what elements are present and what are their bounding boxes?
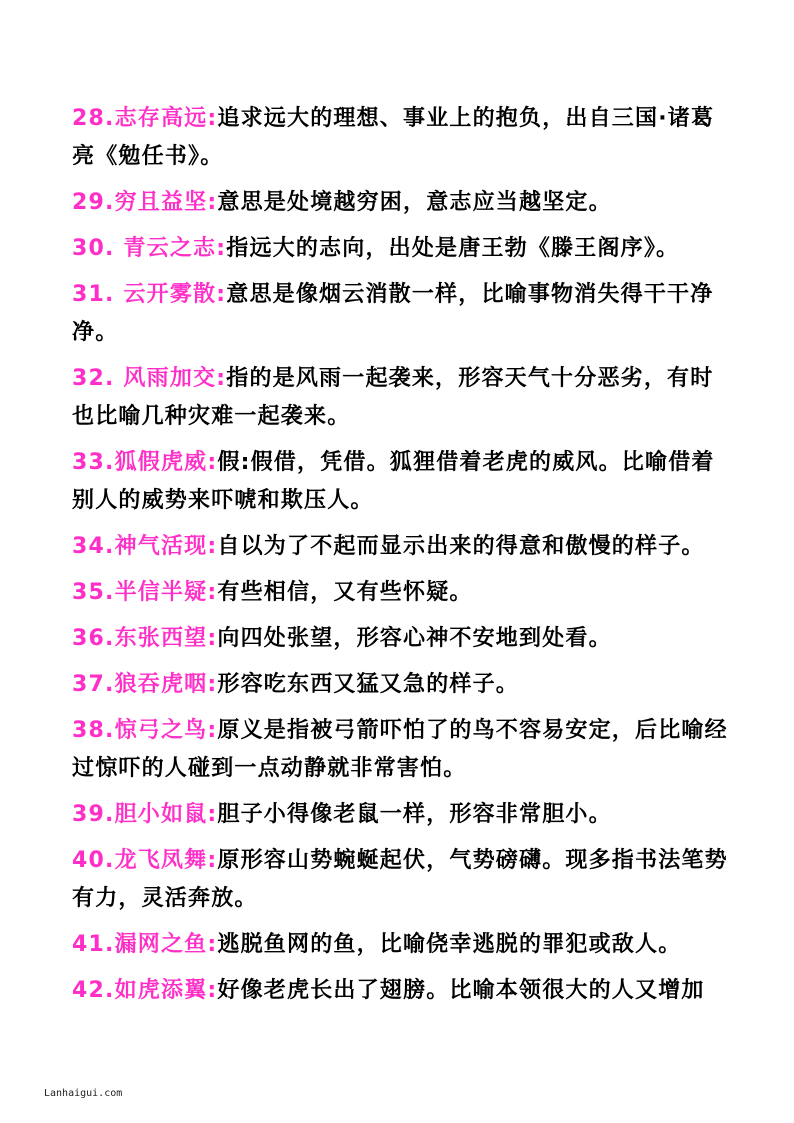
idiom-entry [72,360,732,436]
term-colon: : [207,580,218,605]
entry-number: 31. [72,282,115,307]
idiom-term: 神气活现 [114,534,208,559]
idiom-term: 胆小如鼠 [114,802,208,827]
entry-number: 42. [72,978,115,1003]
entry-number: 28. [72,106,115,131]
idiom-entry [72,444,732,520]
term-colon: : [207,672,218,697]
term-colon: : [207,848,218,873]
idiom-definition: 有些相信，又有些怀疑。 [217,580,473,605]
idiom-entry [72,796,732,834]
idiom-definition: 假:假借，凭借。狐狸借着老虎的威风。比喻借着别人的威势来吓唬和欺压人。 [72,450,715,513]
idiom-term: 志存高远 [114,106,208,131]
idiom-term: 穷且益坚 [114,190,208,215]
entry-number: 38. [72,718,115,743]
idiom-entry [72,842,732,918]
idiom-definition: 逃脱鱼网的鱼，比喻侥幸逃脱的罪犯或敌人。 [217,932,682,957]
idiom-term: 东张西望 [114,626,208,651]
idiom-entry [72,574,732,612]
entry-number: 33. [72,450,115,475]
idiom-entry [72,972,732,1010]
idiom-term: 云开雾散 [114,282,217,307]
idiom-term: 如虎添翼 [114,978,208,1003]
idiom-term: 惊弓之鸟 [114,718,208,743]
entry-number: 30. [72,236,115,261]
idiom-term: 漏网之鱼 [114,932,208,957]
idiom-definition: 形容吃东西又猛又急的样子。 [217,672,519,697]
entry-number: 39. [72,802,115,827]
idiom-definition: 原义是指被弓箭吓怕了的鸟不容易安定，后比喻经过惊吓的人碰到一点动静就非常害怕。 [72,718,728,781]
term-colon: : [216,366,227,391]
term-colon: : [207,106,218,131]
entry-number: 29. [72,190,115,215]
entry-number: 35. [72,580,115,605]
idiom-term: 狐假虎威 [114,450,208,475]
idiom-definition: 指远大的志向，出处是唐王勃《滕王阁序》。 [226,236,680,261]
idiom-definition: 追求远大的理想、事业上的抱负，出自三国·诸葛亮《勉任书》。 [72,106,715,169]
idiom-definition: 向四处张望，形容心神不安地到处看。 [217,626,612,651]
idiom-term: 半信半疑 [114,580,208,605]
idiom-definition: 好像老虎长出了翅膀。比喻本领很大的人又增加 [217,978,705,1003]
idiom-entry [72,276,732,352]
entry-number: 40. [72,848,115,873]
idiom-term: 狼吞虎咽 [114,672,208,697]
idiom-definition: 自以为了不起而显示出来的得意和傲慢的样子。 [217,534,705,559]
idiom-term: 龙飞凤舞 [114,848,208,873]
term-colon: : [216,282,227,307]
idiom-entry [72,620,732,658]
idiom-definition: 指的是风雨一起袭来，形容天气十分恶劣，有时也比喻几种灾难一起袭来。 [72,366,714,429]
term-colon: : [207,932,218,957]
idiom-entry [72,100,732,176]
idiom-term: 风雨加交 [114,366,217,391]
idiom-term: 青云之志 [114,236,217,261]
term-colon: : [216,236,227,261]
entry-number: 37. [72,672,115,697]
term-colon: : [207,718,218,743]
idiom-list [72,100,732,1018]
idiom-entry [72,926,732,964]
idiom-entry [72,712,732,788]
idiom-entry [72,528,732,566]
term-colon: : [207,450,218,475]
footer-watermark: Lanhaigui.com [44,1088,123,1099]
idiom-entry [72,666,732,704]
idiom-entry [72,184,732,222]
idiom-definition: 意思是像烟云消散一样，比喻事物消失得干干净净。 [72,282,714,345]
idiom-definition: 胆子小得像老鼠一样，形容非常胆小。 [217,802,612,827]
entry-number: 36. [72,626,115,651]
term-colon: : [207,190,218,215]
idiom-definition: 原形容山势蜿蜒起伏，气势磅礴。现多指书法笔势有力，灵活奔放。 [72,848,728,911]
term-colon: : [207,802,218,827]
entry-number: 41. [72,932,115,957]
entry-number: 34. [72,534,115,559]
idiom-definition: 意思是处境越穷困，意志应当越坚定。 [217,190,612,215]
term-colon: : [207,626,218,651]
idiom-entry [72,230,732,268]
term-colon: : [207,534,218,559]
entry-number: 32. [72,366,115,391]
term-colon: : [207,978,218,1003]
